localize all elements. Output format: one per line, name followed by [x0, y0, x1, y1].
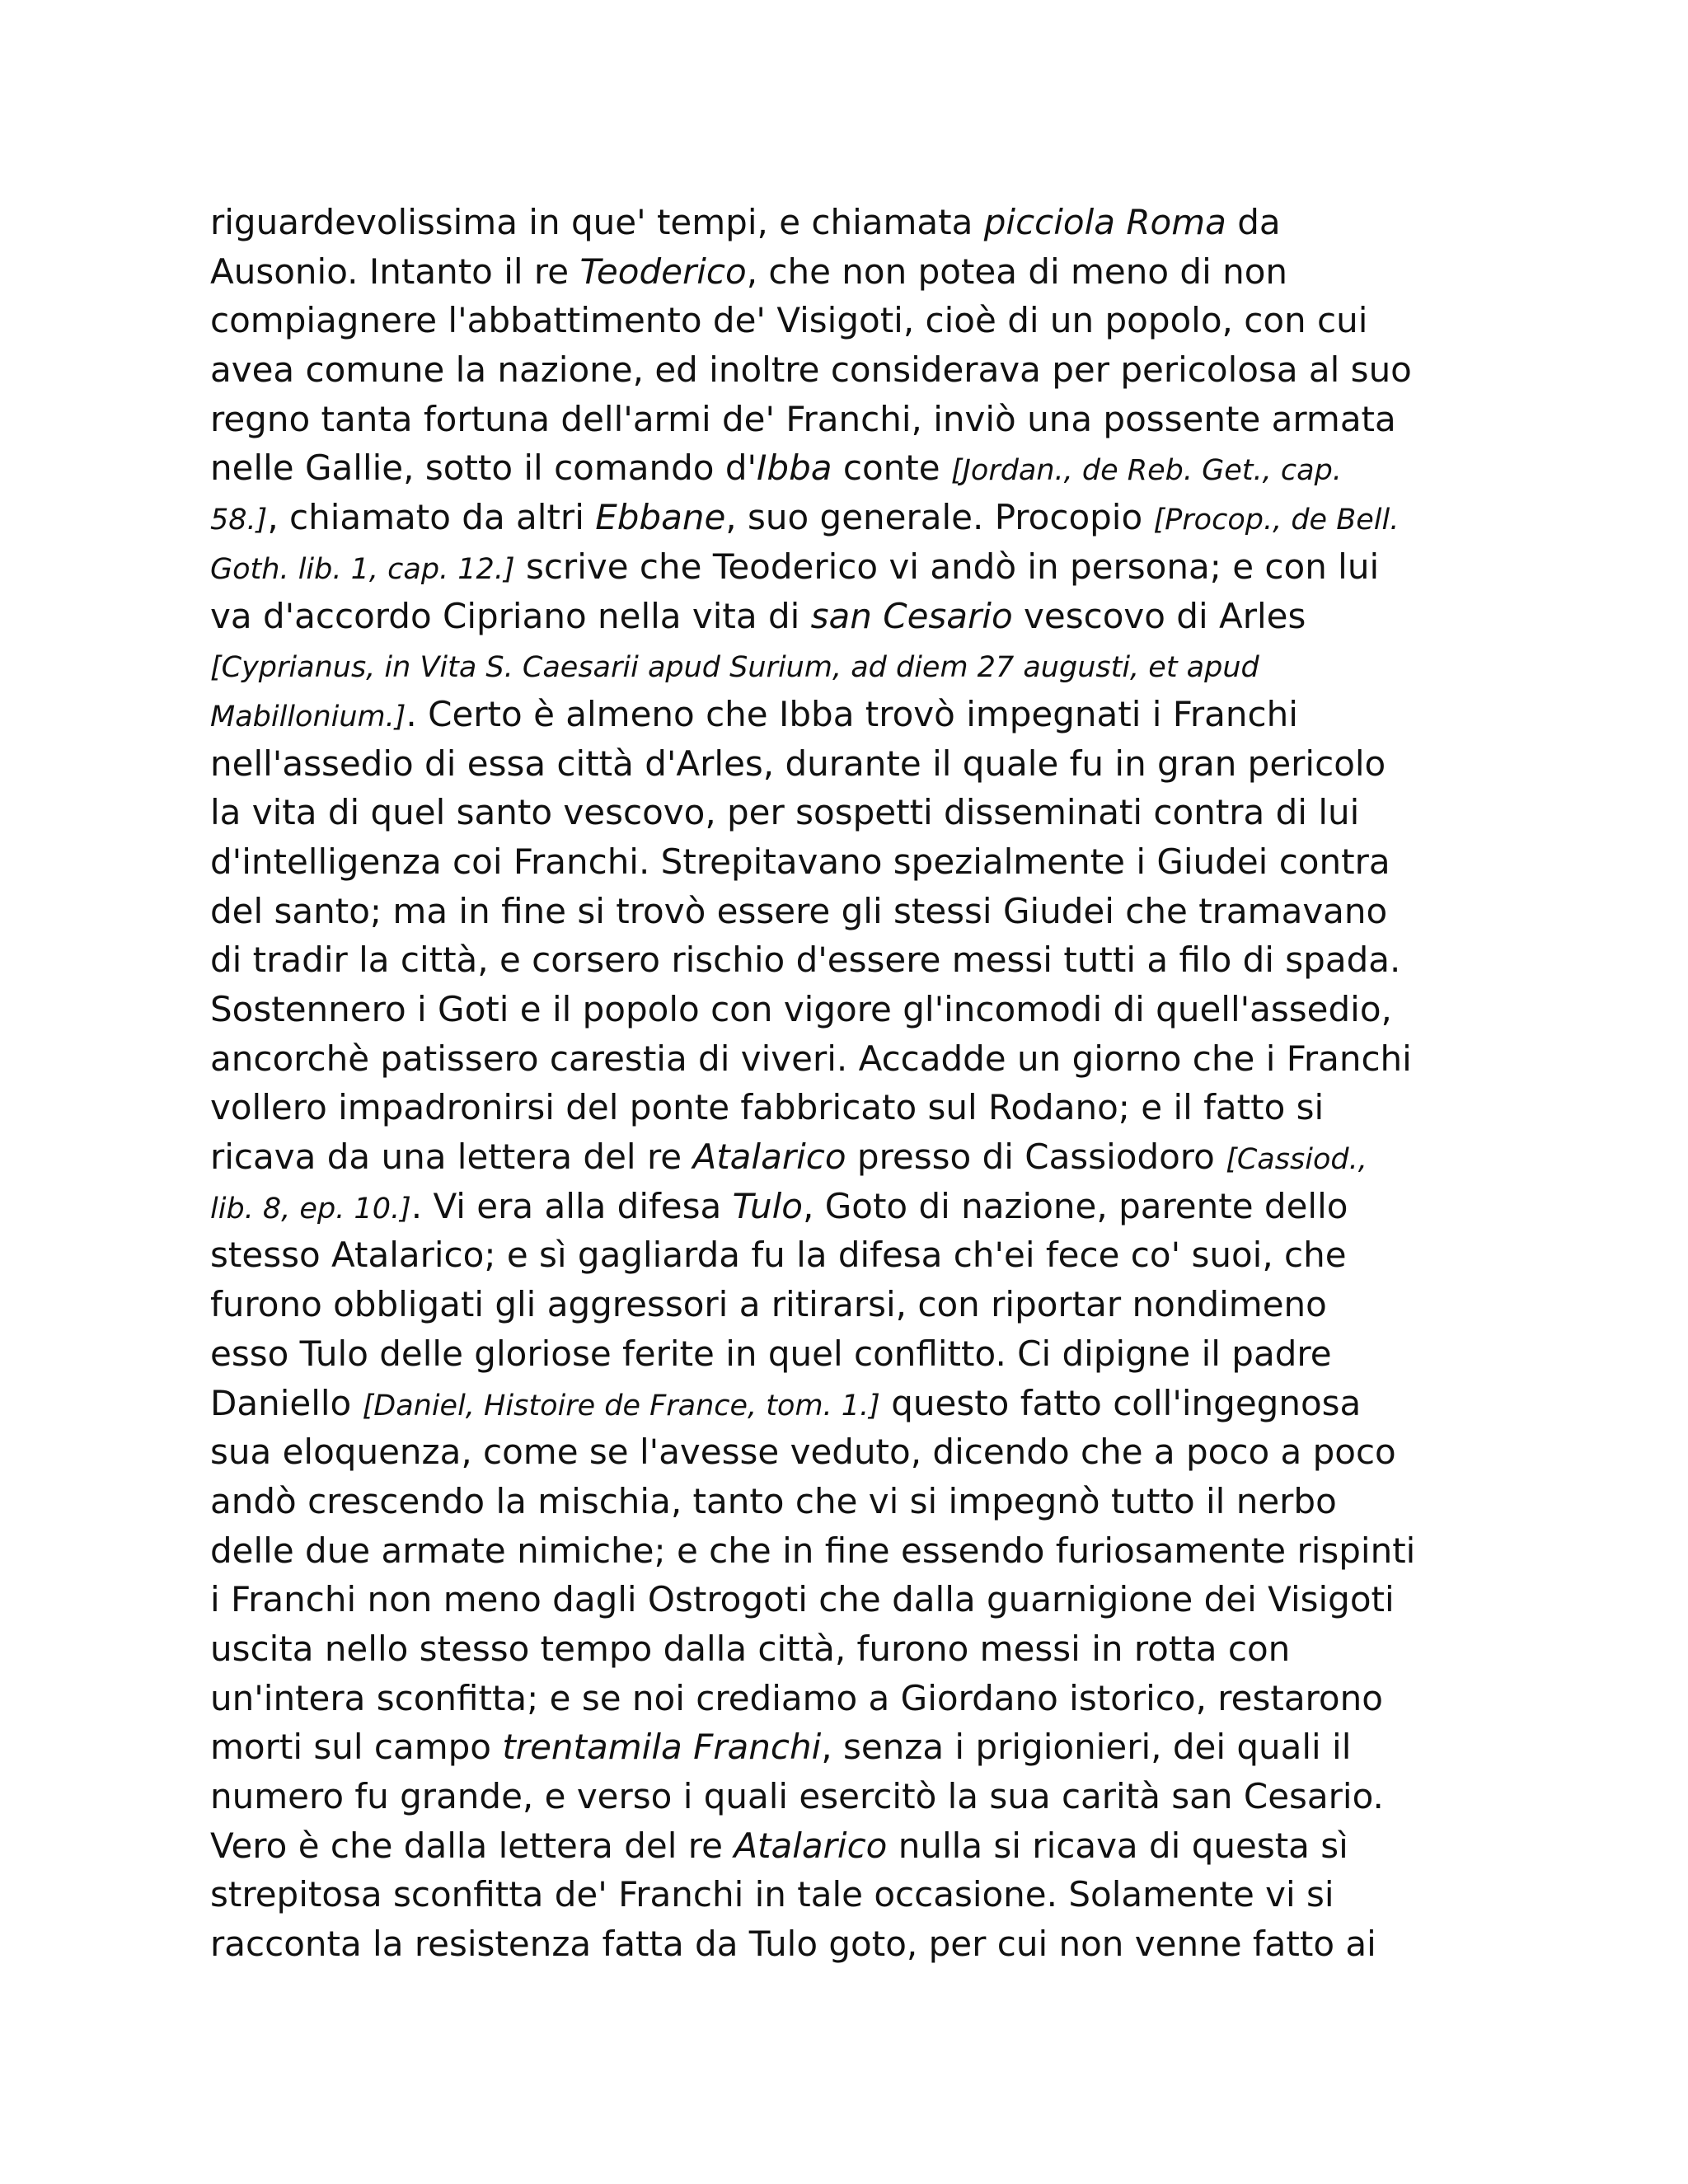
text-line [210, 1772, 1496, 1821]
citation: [Jordan., de Reb. Get., cap. [950, 454, 1342, 488]
text-line [210, 1575, 1496, 1624]
text-line [210, 1870, 1496, 1919]
citation: 58.] [210, 504, 268, 537]
text-run: avea comune la nazione, ed inoltre considerava per pericolosa al suo [210, 349, 1412, 391]
text-run: uscita nello stesso tempo dalla città, furono messi in rotta con [210, 1628, 1291, 1669]
text-run: riguardevolissima in que' tempi, e chiamata [210, 202, 984, 242]
text-run: , che non potea di meno di non [746, 251, 1288, 292]
emphasis-text: Ibba [757, 448, 832, 489]
text-run: , suo generale. Procopio [725, 497, 1154, 538]
text-run: scrive che Teoderico vi andò in persona; e con lui [514, 546, 1380, 587]
text-line [210, 296, 1496, 345]
text-run: Sostennero i Goti e il popolo con vigore gl'incomodi di quell'assedio, [210, 989, 1392, 1029]
text-line [210, 493, 1496, 542]
citation: [Cassiod., [1226, 1143, 1367, 1177]
emphasis-text: Atalarico [692, 1137, 846, 1178]
text-line [210, 1280, 1496, 1329]
text-run: Ausonio. Intanto il re [210, 251, 580, 292]
text-run: morti sul campo [210, 1727, 503, 1768]
text-run: va d'accordo Cipriano nella vita di [210, 595, 811, 636]
text-run: . Vi era alla difesa [410, 1185, 733, 1226]
text-line [210, 1526, 1496, 1576]
text-line [210, 1674, 1496, 1723]
text-line [210, 1230, 1496, 1280]
citation: [Daniel, Histoire de France, tom. 1.] [362, 1389, 880, 1422]
citation: Mabillonium.] [210, 700, 406, 733]
text-run: ancorchè patissero carestia di viveri. Accadde un giorno che i Franchi [210, 1038, 1412, 1079]
text-run: vescovo di Arles [1012, 595, 1306, 636]
text-line [210, 1427, 1496, 1477]
text-run: racconta la resistenza fatta da Tulo goto, per cui non venne fatto ai [210, 1924, 1376, 1965]
text-line [210, 1919, 1496, 1969]
text-line [210, 1083, 1496, 1132]
text-run: . Certo è almeno che Ibba trovò impegnati i Franchi [406, 693, 1298, 734]
text-line [210, 443, 1496, 493]
text-run: nulla si ricava di questa sì [887, 1825, 1348, 1866]
text-run: del santo; ma in fine si trovò essere gli stessi Giudei che tramavano [210, 890, 1388, 931]
body-text [210, 198, 1496, 1969]
text-line [210, 837, 1496, 887]
text-run: ricava da una lettera del re [210, 1137, 693, 1178]
emphasis-text: trentamila Franchi [502, 1727, 822, 1768]
text-run: numero fu grande, e verso i quali esercitò la sua carità san Cesario. [210, 1776, 1384, 1816]
text-run: la vita di quel santo vescovo, per sospetti disseminati contra di lui [210, 792, 1360, 833]
text-line [210, 345, 1496, 395]
citation: [Procop., de Bell. [1153, 504, 1400, 537]
emphasis-text: Atalarico [734, 1825, 888, 1866]
text-line [210, 1722, 1496, 1772]
text-line [210, 198, 1496, 247]
text-run: d'intelligenza coi Franchi. Strepitavano spezialmente i Giudei contra [210, 841, 1390, 882]
text-run: questo fatto coll'ingegnosa [879, 1382, 1362, 1423]
text-run: presso di Cassiodoro [846, 1137, 1226, 1178]
text-line [210, 887, 1496, 936]
citation: [Cyprianus, in Vita S. Caesarii apud Surium, ad diem 27 augusti, et apud [210, 651, 1259, 685]
text-run: di tradir la città, e corsero rischio d'essere messi tutti a filo di spada. [210, 940, 1401, 981]
text-line [210, 690, 1496, 739]
text-line [210, 542, 1496, 592]
text-run: nell'assedio di essa città d'Arles, durante il quale fu in gran pericolo [210, 743, 1386, 784]
text-line [210, 1132, 1496, 1182]
text-run: sua eloquenza, come se l'avesse veduto, dicendo che a poco a poco [210, 1432, 1396, 1473]
text-line [210, 592, 1496, 641]
text-run: andò crescendo la mischia, tanto che vi si impegnò tutto il nerbo [210, 1480, 1337, 1521]
text-run: , chiamato da altri [267, 497, 596, 538]
text-line [210, 1477, 1496, 1526]
text-run: delle due armate nimiche; e che in fine essendo furiosamente rispinti [210, 1530, 1416, 1571]
text-run: furono obbligati gli aggressori a ritirarsi, con riportar nondimeno [210, 1284, 1327, 1325]
text-run: stesso Atalarico; e sì gagliarda fu la difesa ch'ei fece co' suoi, che [210, 1235, 1347, 1276]
text-line [210, 1182, 1496, 1231]
text-line [210, 1821, 1496, 1871]
text-run: compiagnere l'abbattimento de' Visigoti, cioè di un popolo, con cui [210, 300, 1368, 341]
text-run: conte [832, 448, 951, 489]
text-run: Vero è che dalla lettera del re [210, 1825, 734, 1866]
text-line [210, 640, 1496, 690]
emphasis-text: Teoderico [579, 251, 747, 292]
text-run: regno tanta fortuna dell'armi de' Franchi, inviò una possente armata [210, 398, 1396, 439]
text-line [210, 1329, 1496, 1379]
text-run: , Goto di nazione, parente dello [803, 1185, 1348, 1226]
text-run: strepitosa sconfitta de' Franchi in tale occasione. Solamente vi si [210, 1874, 1334, 1915]
emphasis-text: san Cesario [810, 595, 1013, 636]
text-run: da [1226, 202, 1281, 242]
emphasis-text: Tulo [732, 1185, 803, 1226]
text-run: nelle Gallie, sotto il comando d' [210, 448, 757, 489]
text-line [210, 247, 1496, 297]
text-run: vollero impadronirsi del ponte fabbricato sul Rodano; e il fatto si [210, 1087, 1325, 1128]
text-line [210, 788, 1496, 837]
text-run: esso Tulo delle gloriose ferite in quel conflitto. Ci dipigne il padre [210, 1333, 1332, 1374]
emphasis-text: Ebbane [595, 497, 726, 538]
text-run: i Franchi non meno dagli Ostrogoti che dalla guarnigione dei Visigoti [210, 1579, 1395, 1620]
text-run: , senza i prigionieri, dei quali il [821, 1727, 1352, 1768]
citation: Goth. lib. 1, cap. 12.] [210, 552, 515, 586]
text-line [210, 1034, 1496, 1084]
text-line [210, 935, 1496, 985]
text-line [210, 1379, 1496, 1428]
text-line [210, 1624, 1496, 1674]
text-run: un'intera sconfitta; e se noi crediamo a Giordano istorico, restarono [210, 1677, 1383, 1718]
text-line [210, 985, 1496, 1034]
text-run: Daniello [210, 1382, 363, 1423]
text-line [210, 395, 1496, 444]
emphasis-text: picciola Roma [983, 202, 1226, 242]
text-line [210, 739, 1496, 789]
citation: lib. 8, ep. 10.] [210, 1192, 411, 1226]
